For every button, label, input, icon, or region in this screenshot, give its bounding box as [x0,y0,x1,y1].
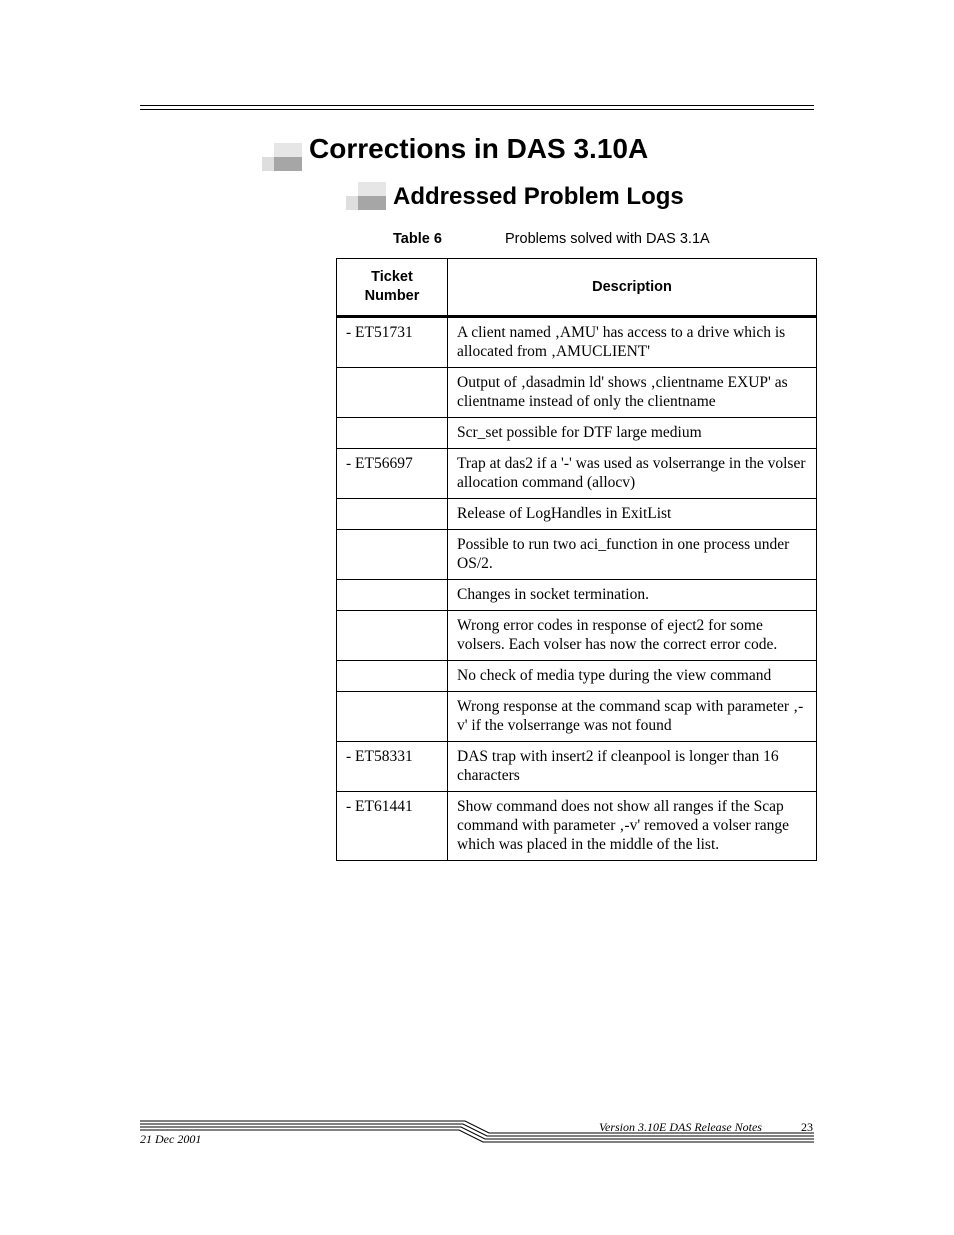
footer-date: 21 Dec 2001 [140,1132,202,1146]
description-cell: Possible to run two aci_function in one process under OS/2. [448,530,817,580]
ticket-cell: - ET56697 [337,449,448,499]
ticket-cell: - ET61441 [337,792,448,861]
description-cell: Wrong error codes in response of eject2 for some volsers. Each volser has now the correct error code. [448,611,817,661]
ticket-cell: - ET51731 [337,317,448,368]
table-caption-label: Table 6 [393,231,442,247]
page-title: Corrections in DAS 3.10A [309,133,649,164]
description-header: Description [448,259,817,317]
description-cell: Changes in socket termination. [448,580,817,611]
description-cell: Output of ‚dasadmin ld' shows ‚clientname EXUP' as clientname instead of only the clientname [448,368,817,418]
description-cell: Scr_set possible for DTF large medium [448,418,817,449]
ticket-number-header: Ticket Number [337,259,448,317]
description-cell: DAS trap with insert2 if cleanpool is longer than 16 characters [448,742,817,792]
description-cell: No check of media type during the view command [448,661,817,692]
table-caption-text: Problems solved with DAS 3.1A [505,231,710,247]
description-cell: Release of LogHandles in ExitList [448,499,817,530]
description-cell: A client named ‚AMU' has access to a drive which is allocated from ‚AMUCLIENT' [448,317,817,368]
description-cell: Wrong response at the command scap with parameter ‚-v' if the volserrange was not found [448,692,817,742]
description-cell: Show command does not show all ranges if the Scap command with parameter ‚-v' removed a volser range which was placed in the middle of the list. [448,792,817,861]
ticket-cell: - ET58331 [337,742,448,792]
page-number: 23 [801,1120,813,1134]
description-cell: Trap at das2 if a '-' was used as volserrange in the volser allocation command (allocv) [448,449,817,499]
section-title: Addressed Problem Logs [393,183,684,210]
footer-document-title: Version 3.10E DAS Release Notes [599,1120,762,1134]
